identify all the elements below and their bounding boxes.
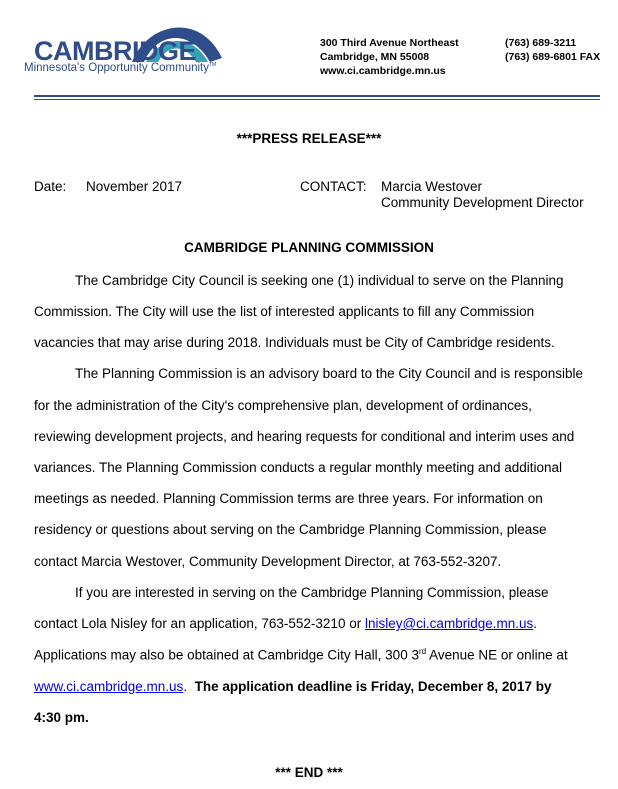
logo-tagline: Minnesota's Opportunity Community™: [24, 62, 217, 74]
paragraph-line: The Cambridge City Council is seeking one (1) individual to serve on the Planning: [75, 273, 564, 288]
email-link[interactable]: lnisley@ci.cambridge.mn.us: [364, 616, 534, 631]
address-line-2: Cambridge, MN 55008: [320, 51, 430, 63]
contact-name: Marcia Westover: [381, 179, 483, 194]
paragraph-line: meetings as needed. Planning Commission terms are three years. For information on: [34, 491, 543, 506]
paragraph-line: residency or questions about serving on the Cambridge Planning Commission, please: [34, 522, 547, 537]
date-value: November 2017: [86, 179, 183, 194]
address-line-1: 300 Third Avenue Northeast: [320, 37, 459, 49]
paragraph-line: for the administration of the City's comprehensive plan, development of ordinances,: [34, 398, 532, 413]
paragraph-line: variances. The Planning Commission conducts a regular monthly meeting and additional: [34, 460, 563, 475]
paragraph-line: contact Marcia Westover, Community Development Director, at 763-552-3207.: [34, 554, 502, 569]
header-fax: (763) 689-6801 FAX: [505, 51, 601, 63]
contact-label: CONTACT:: [300, 179, 367, 194]
date-label: Date:: [34, 179, 67, 194]
paragraph-line: Commission. The City will use the list of interested applicants to fill any Commission: [34, 304, 535, 319]
paragraph-line: www.ci.cambridge.mn.us. The application deadline is Friday, December 8, 2017 by: [34, 679, 552, 694]
end-marker: *** END ***: [275, 765, 343, 780]
logo-wordmark: CAMBRIDGE: [34, 36, 196, 66]
paragraph-line: reviewing development projects, and hearing requests for conditional and interim uses and: [34, 429, 575, 444]
contact-title: Community Development Director: [381, 195, 584, 210]
paragraph-line: The Planning Commission is an advisory board to the City Council and is responsible: [75, 366, 584, 381]
header-phone: (763) 689-3211: [505, 37, 577, 49]
header-website: www.ci.cambridge.mn.us: [320, 65, 446, 77]
website-link[interactable]: www.ci.cambridge.mn.us: [34, 679, 184, 694]
paragraph-line: If you are interested in serving on the Cambridge Planning Commission, please: [75, 585, 549, 600]
press-release-label: ***PRESS RELEASE***: [236, 131, 382, 146]
headline: CAMBRIDGE PLANNING COMMISSION: [184, 240, 434, 255]
deadline-time: 4:30 pm.: [34, 710, 89, 725]
paragraph-line: contact Lola Nisley for an application, 763-552-3210 or lnisley@ci.cambridge.mn.us.: [34, 616, 537, 631]
header-rule-thin: [34, 99, 600, 100]
deadline-text: The application deadline is Friday, December 8, 2017 by: [194, 679, 552, 694]
paragraph-line: vacancies that may arise during 2018. Individuals must be City of Cambridge residents.: [34, 335, 555, 350]
paragraph-line: Applications may also be obtained at Cambridge City Hall, 300 3rd Avenue NE or online at: [34, 647, 568, 663]
header-rule: [34, 95, 600, 97]
